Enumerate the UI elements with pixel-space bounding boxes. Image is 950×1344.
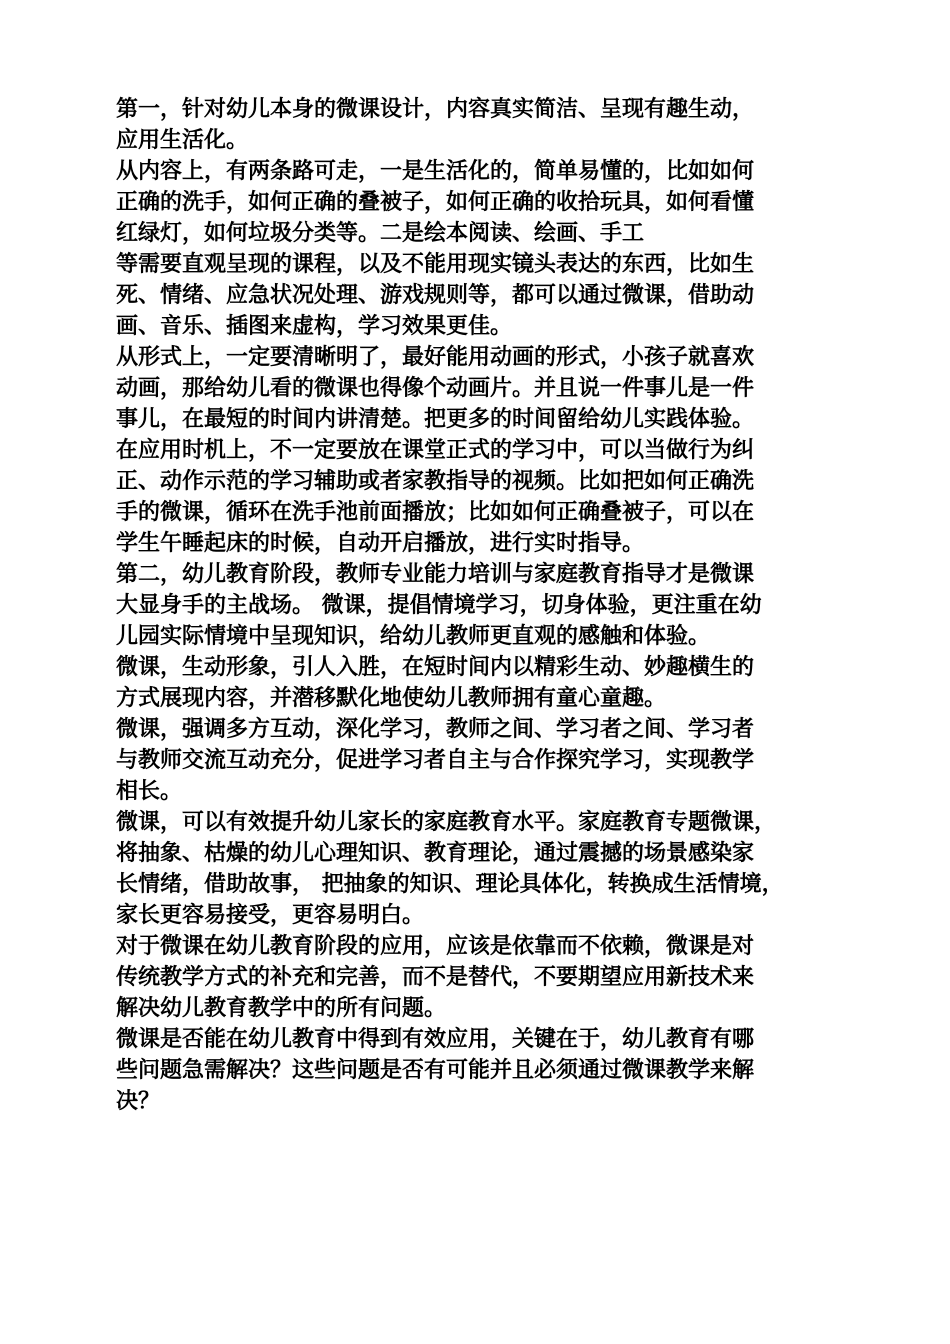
text-line: 第一，针对幼儿本身的微课设计，内容真实简洁、呈现有趣生动， [116,97,755,122]
text-line: 从内容上，有两条路可走，一是生活化的，简单易懂的，比如如何 [116,159,755,184]
text-line: 学生午睡起床的时候，自动开启播放，进行实时指导。 [116,531,645,556]
text-line: 等需要直观呈现的课程，以及不能用现实镜头表达的东西，比如生 [116,252,755,277]
text-line: 手的微课，循环在洗手池前面播放；比如如何正确叠被子，可以在 [116,500,755,525]
text-line: 相长。 [116,779,183,804]
text-line: 方式展现内容，并潜移默化地使幼儿教师拥有童心童趣。 [116,686,667,711]
document-body [116,94,838,1117]
text-line: 第二，幼儿教育阶段，教师专业能力培训与家庭教育指导才是微课 [116,562,755,587]
text-line: 决？ [116,1089,161,1114]
text-line: 应用生活化。 [116,128,249,153]
text-line: 微课，生动形象，引人入胜，在短时间内以精彩生动、妙趣横生的 [116,655,755,680]
text-line: 事儿，在最短的时间内讲清楚。把更多的时间留给幼儿实践体验。 [116,407,755,432]
text-line: 死、情绪、应急状况处理、游戏规则等，都可以通过微课，借助动 [116,283,755,308]
text-line: 将抽象、枯燥的幼儿心理知识、教育理论，通过震撼的场景感染家 [116,841,755,866]
text-line: 些问题急需解决？这些问题是否有可能并且必须通过微课教学来解 [116,1058,755,1083]
text-line: 微课，可以有效提升幼儿家长的家庭教育水平。家庭教育专题微课， [116,810,777,835]
text-line: 从形式上，一定要清晰明了，最好能用动画的形式，小孩子就喜欢 [116,345,755,370]
text-line: 儿园实际情境中呈现知识，给幼儿教师更直观的感触和体验。 [116,624,711,649]
text-line: 微课，强调多方互动，深化学习，教师之间、学习者之间、学习者 [116,717,755,742]
text-line: 大显身手的主战场。 微课，提倡情境学习，切身体验，更注重在幼 [116,593,762,618]
text-line: 解决幼儿教育教学中的所有问题。 [116,996,447,1021]
text-line: 在应用时机上，不一定要放在课堂正式的学习中，可以当做行为纠 [116,438,755,463]
text-line: 动画，那给幼儿看的微课也得像个动画片。并且说一件事儿是一件 [116,376,755,401]
text-line: 红绿灯，如何垃圾分类等。二是绘本阅读、绘画、手工 [116,221,645,246]
text-line: 家长更容易接受，更容易明白。 [116,903,425,928]
text-line: 微课是否能在幼儿教育中得到有效应用，关键在于，幼儿教育有哪 [116,1027,755,1052]
text-line: 正、动作示范的学习辅助或者家教指导的视频。比如把如何正确洗 [116,469,755,494]
text-line: 传统教学方式的补充和完善，而不是替代，不要期望应用新技术来 [116,965,755,990]
text-line: 画、音乐、插图来虚构，学习效果更佳。 [116,314,513,339]
text-line: 长情绪，借助故事， 把抽象的知识、理论具体化，转换成生活情境， [116,872,784,897]
text-line: 正确的洗手，如何正确的叠被子，如何正确的收拾玩具，如何看懂 [116,190,755,215]
text-line: 与教师交流互动充分，促进学习者自主与合作探究学习，实现教学 [116,748,755,773]
text-line: 对于微课在幼儿教育阶段的应用，应该是依靠而不依赖，微课是对 [116,934,755,959]
